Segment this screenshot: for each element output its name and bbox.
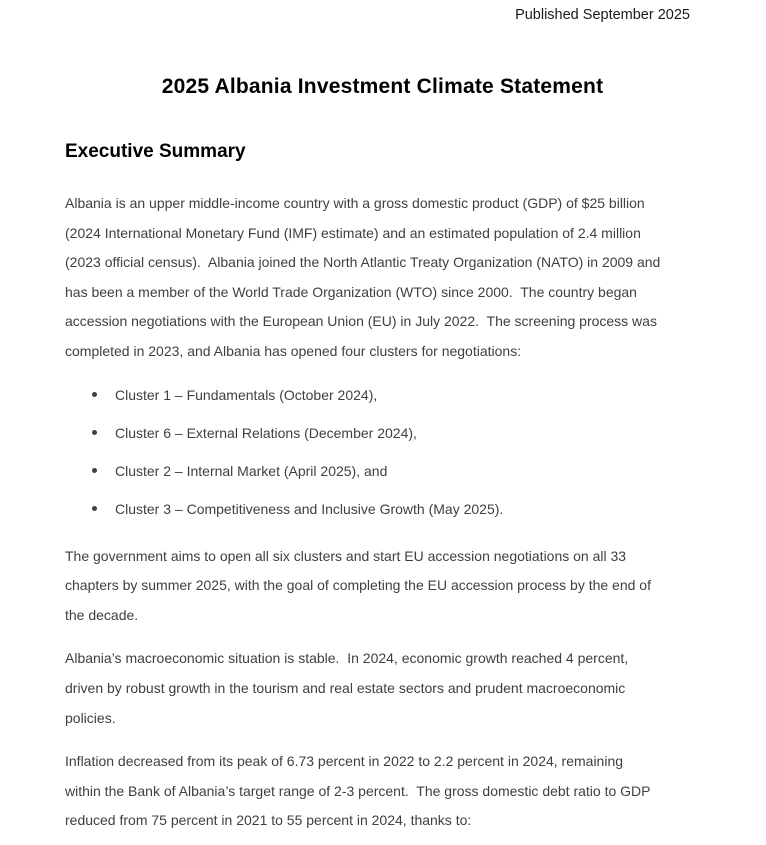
published-date-line: Published September 2025: [515, 7, 690, 23]
list-item-text: Cluster 1 – Fundamentals (October 2024),: [115, 386, 378, 403]
paragraph-line: has been a member of the World Trade Organization (WTO) since 2000. The country began: [65, 283, 637, 300]
clusters-bullet-list: [65, 376, 700, 528]
list-item: [65, 490, 700, 528]
bullet-icon: [92, 506, 97, 511]
list-item: [65, 414, 700, 452]
list-item-text: Cluster 6 – External Relations (December 2024),: [115, 424, 417, 441]
paragraph-line: policies.: [65, 709, 116, 726]
list-item: [65, 376, 700, 414]
bullet-icon: [92, 430, 97, 435]
bullet-icon: [92, 392, 97, 397]
section-heading-executive-summary: Executive Summary: [65, 141, 246, 162]
paragraph-line: driven by robust growth in the tourism and real estate sectors and prudent macroeconomic: [65, 679, 626, 696]
document-title: 2025 Albania Investment Climate Statement: [161, 75, 604, 98]
list-item-text: Cluster 2 – Internal Market (April 2025), and: [115, 462, 388, 479]
paragraph-line: chapters by summer 2025, with the goal of completing the EU accession process by the end of: [65, 577, 651, 594]
paragraph-government-aims: [65, 542, 700, 631]
list-item-text: Cluster 3 – Competitiveness and Inclusive Growth (May 2025).: [115, 500, 504, 517]
paragraph-line: reduced from 75 percent in 2021 to 55 percent in 2024, thanks to:: [65, 812, 472, 829]
paragraph-line: The government aims to open all six clusters and start EU accession negotiations on all 33: [65, 547, 627, 564]
paragraph-line: completed in 2023, and Albania has opened four clusters for negotiations:: [65, 342, 522, 359]
paragraph-macroeconomic: [65, 644, 700, 733]
paragraph-line: Albania is an upper middle-income country with a gross domestic product (GDP) of $25 billion: [65, 195, 645, 211]
paragraph-line: (2023 official census). Albania joined the North Atlantic Treaty Organization (NATO) in 2009 and: [65, 254, 661, 271]
paragraph-inflation: [65, 747, 700, 836]
paragraph-line: (2024 International Monetary Fund (IMF) estimate) and an estimated population of 2.4 million: [65, 224, 641, 241]
paragraph-line: the decade.: [65, 606, 139, 623]
paragraph-line: Inflation decreased from its peak of 6.73 percent in 2022 to 2.2 percent in 2024, remaining: [65, 753, 624, 770]
list-item: [65, 452, 700, 490]
bullet-icon: [92, 468, 97, 473]
paragraph-intro: [65, 189, 700, 367]
paragraph-line: within the Bank of Albania’s target range of 2-3 percent. The gross domestic debt ratio to GDP: [65, 782, 651, 799]
paragraph-line: accession negotiations with the European Union (EU) in July 2022. The screening process was: [65, 313, 657, 330]
paragraph-line: Albania’s macroeconomic situation is stable. In 2024, economic growth reached 4 percent,: [65, 650, 629, 667]
